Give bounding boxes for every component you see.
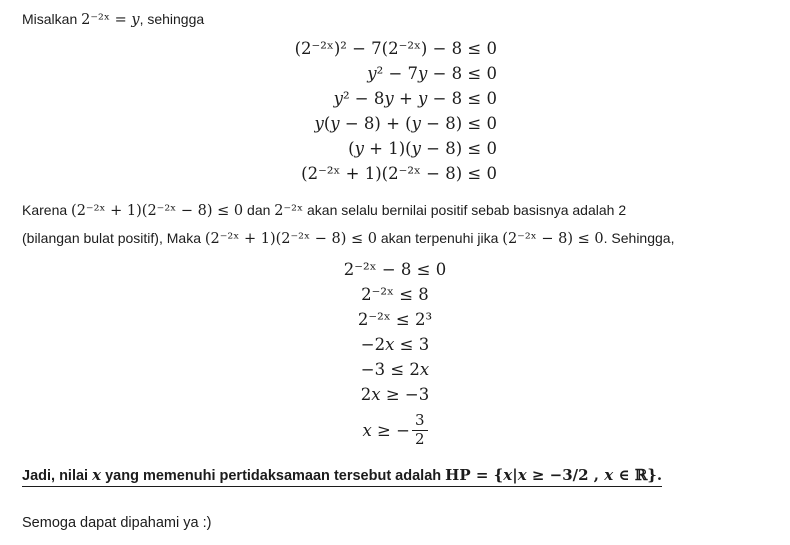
equation-line-8: 2⁻²ˣ ≤ 8 [361,285,429,304]
equation-line-1: (2⁻²ˣ)² − 7(2⁻²ˣ) − 8 ≤ 0 [294,39,497,58]
conclusion-line [22,464,662,487]
equation-line-10: −2x ≤ 3 [360,335,430,354]
equation-line-5: (y + 1)(y − 8) ≤ 0 [348,139,497,158]
fraction [412,412,428,448]
equation-line-12: 2x ≥ −3 [360,385,430,404]
equation-final-result [0,407,790,453]
explanation-line-1: Karena (2⁻²ˣ + 1)(2⁻²ˣ − 8) ≤ 0 dan 2⁻²ˣ akan selalu bernilai positif sebab basisnya adalah 2 [22,202,627,219]
conclusion-underlined-text: Jadi, nilai x yang memenuhi pertidaksamaan tersebut adalah HP = {x|x ≥ −3/2 , x ∈ ℝ}. [22,467,662,487]
equation-line-6: (2⁻²ˣ + 1)(2⁻²ˣ − 8) ≤ 0 [301,164,497,183]
equation-line-9: 2⁻²ˣ ≤ 2³ [357,310,433,329]
equation-line-7: 2⁻²ˣ − 8 ≤ 0 [343,260,447,279]
intro-line: Misalkan 2⁻²ˣ = y, sehingga [22,11,205,28]
equation-line-11: −3 ≤ 2x [360,360,430,379]
equation-line-4: y(y − 8) + (y − 8) ≤ 0 [314,114,497,133]
derivation-block-substitution [0,36,497,186]
equation-line-3: y² − 8y + y − 8 ≤ 0 [333,89,497,108]
derivation-block-solving [0,257,790,453]
explanation-line-2: (bilangan bulat positif), Maka (2⁻²ˣ + 1)(2⁻²ˣ − 8) ≤ 0 akan terpenuhi jika (2⁻²ˣ − 8) ≤ 0. Sehingga, [22,230,675,247]
equation-line-2: y² − 7y − 8 ≤ 0 [367,64,497,83]
fraction-numerator: 3 [412,412,428,430]
final-result-lhs: x ≥ − [362,420,410,440]
fraction-denominator: 2 [414,429,425,448]
closing-line: Semoga dapat dipahami ya :) [22,515,212,531]
